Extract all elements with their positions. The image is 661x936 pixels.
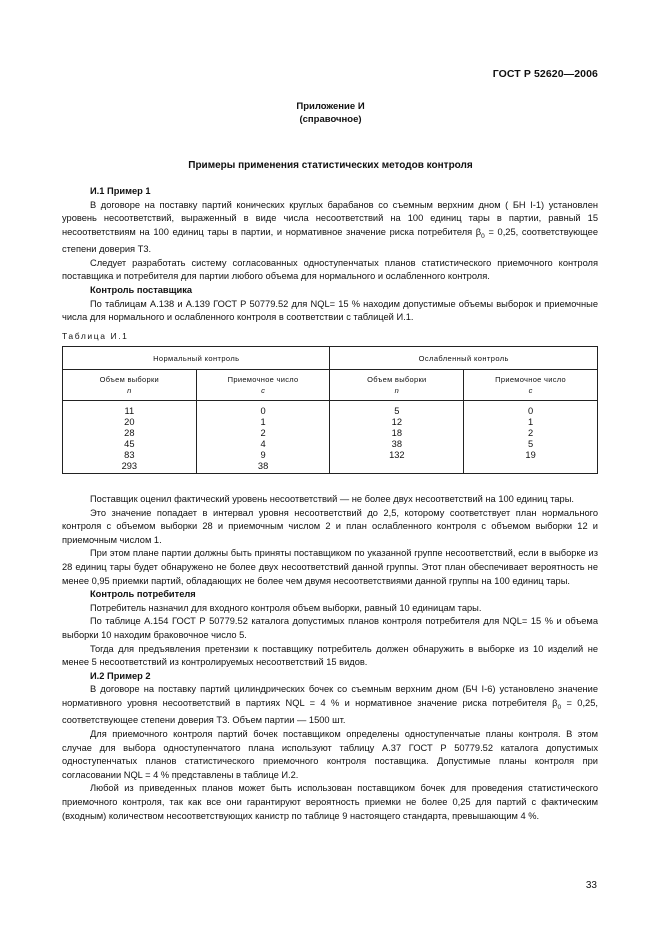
column-header-var: c [261, 386, 266, 395]
paragraph-text: В договоре на поставку партий конических круглых барабанов со съемным верхним дном ( БН I-1) установлен уровень несоответствий, выраженный в виде числа несоответствий на 100 единиц тары в партии, равный 15 несоответствиям на 100 единиц тары в партии, и нормативное значение риска потребителя β [62, 199, 598, 237]
cell-value: 12 [391, 417, 402, 428]
paragraph: По таблице А.154 ГОСТ Р 50779.52 каталога допустимых планов контроля потребителя для NQL= 15 % и объема выборки 10 находим браковочное число 5. [62, 616, 598, 640]
paragraph [62, 683, 598, 728]
cell-value: 19 [525, 450, 536, 461]
column-header-var: c [528, 386, 533, 395]
paragraph: Потребитель назначил для входного контроля объем выборки, равный 10 единицам тары. [90, 602, 482, 613]
beta-subscript: 0 [557, 703, 562, 711]
cell-value: 18 [391, 428, 402, 439]
cell-value: 132 [389, 450, 405, 461]
paragraph [62, 199, 598, 257]
main-title: Примеры применения статистических методов контроля [188, 160, 473, 171]
group-normal-header: Нормальный контроль [63, 347, 330, 370]
cell-value: 0 [528, 406, 534, 416]
paragraph: При этом плане партии должны быть приняты поставщиком по указанной группе несоответствий, если в выборке из 28 единиц тары будет обнаружено не более двух несоответствий данной группы. Этот план обеспечивает вероятность не менее 0,95 приемки партий, обладающих не более чем двумя несоответствиями данной группы на 100 единиц тары. [62, 548, 598, 586]
column-header-var: n [127, 386, 132, 395]
paragraph: Любой из приведенных планов может быть использован поставщиком бочек для проведения статистического приемочного контроля, так как все они гарантируют вероятность приемки не более 0,25 для партий с фактическим (входным) количеством несоответствующих канистр по таблице 9 настоящего стандарта, превышающим 4 %. [62, 783, 598, 821]
paragraph: Для приемочного контроля партий бочек поставщиком определены одноступенчатые планы контроля. В этом случае для выбора одноступенчатого плана используют таблицу А.37 ГОСТ Р 50779.52 каталога допустимых одноступенчатых планов статистического приемочного контроля поставщика. Допустимые планы контроля при согласовании NQL = 4 % представлены в таблице И.2. [62, 728, 598, 780]
table-cell [330, 401, 464, 474]
column-header-var: n [394, 386, 400, 395]
cell-value: 1 [260, 417, 266, 428]
cell-value: 11 [124, 406, 135, 416]
appendix-subtitle: (справочное) [299, 114, 362, 125]
cell-value: 2 [260, 428, 266, 439]
cell-value: 0 [260, 406, 266, 416]
table-i1 [62, 346, 598, 474]
appendix-heading [0, 100, 661, 126]
column-header-label: Приемочное число [227, 375, 299, 384]
consumer-control-heading: Контроль потребителя [90, 589, 196, 600]
cell-value: 38 [257, 461, 269, 472]
section-1-continued [62, 493, 598, 823]
paragraph: Следует разработать систему согласованных одноступенчатых планов статистического приемочного контроля поставщика и потребителя для партии любого объема для нормального и ослабленного контроля. [62, 257, 598, 282]
column-header [63, 370, 197, 401]
group-reduced-header: Ослабленный контроль [330, 347, 598, 370]
section-1-heading: И.1 Пример 1 [90, 186, 151, 196]
paragraph: Тогда для предъявления претензии к поставщику потребитель должен обнаружить в выборке из 10 изделий не менее 5 несоответствий из контролируемых несоответствий 15 видов. [62, 643, 598, 668]
section-2-heading: И.2 Пример 2 [90, 670, 151, 681]
table-cell [63, 401, 197, 474]
cell-value: 5 [394, 406, 400, 416]
page-number: 33 [585, 880, 597, 891]
column-header [464, 370, 598, 401]
cell-value: 28 [124, 428, 135, 439]
cell-value: 45 [124, 439, 135, 450]
paragraph: Поставщик оценил фактический уровень несоответствий — не более двух несоответствий на 100 единиц тары. [90, 494, 574, 504]
column-header [330, 370, 464, 401]
paragraph: Это значение попадает в интервал уровня несоответствий до 2,5, которому соответствует план нормального контроля с объемом выборки 28 и приемочным числом 2 и план ослабленного контроля с объемом выборки 12 и приемочным числом 1. [62, 507, 598, 545]
table-cell [196, 401, 330, 474]
column-header [196, 370, 330, 401]
paragraph-text: = 0,25, соответствующее степени доверия Т3. [62, 226, 598, 255]
column-header-label: Объем выборки [367, 375, 427, 384]
paragraph-text: В договоре на поставку партий цилиндрических бочек со съемным верхним дном (БЧ I-6) установлено значение нормативного уровня несоответствий в партиях NQL = 4 % и нормативное значение риска потребителя β [62, 684, 598, 708]
paragraph-text: = 0,25, соответствующее степени доверия Т3. Объем партии — 1500 шт. [62, 697, 598, 726]
column-header-label: Объем выборки [99, 375, 160, 384]
column-header-label: Приемочное число [495, 375, 567, 384]
cell-value: 83 [124, 450, 135, 461]
table-cell [464, 401, 598, 474]
cell-value: 4 [260, 439, 266, 450]
section-1-intro [62, 185, 598, 325]
cell-value: 9 [260, 450, 266, 461]
beta-subscript: 0 [481, 232, 485, 240]
cell-value: 5 [528, 439, 534, 450]
table-label: Таблица И.1 [62, 331, 129, 341]
standard-header: ГОСТ Р 52620—2006 [492, 68, 598, 80]
cell-value: 1 [528, 417, 534, 428]
paragraph: По таблицам А.138 и А.139 ГОСТ Р 50779.52 для NQL= 15 % находим допустимые объемы выборок и приемочные числа для нормального и ослабленного контроля в соответствии с таблицей И.1. [62, 298, 598, 323]
appendix-title: Приложение И [296, 101, 365, 112]
cell-value: 2 [528, 428, 534, 439]
cell-value: 20 [124, 417, 135, 428]
cell-value: 38 [391, 439, 402, 450]
cell-value: 293 [121, 461, 138, 472]
supplier-control-heading: Контроль поставщика [90, 285, 193, 296]
